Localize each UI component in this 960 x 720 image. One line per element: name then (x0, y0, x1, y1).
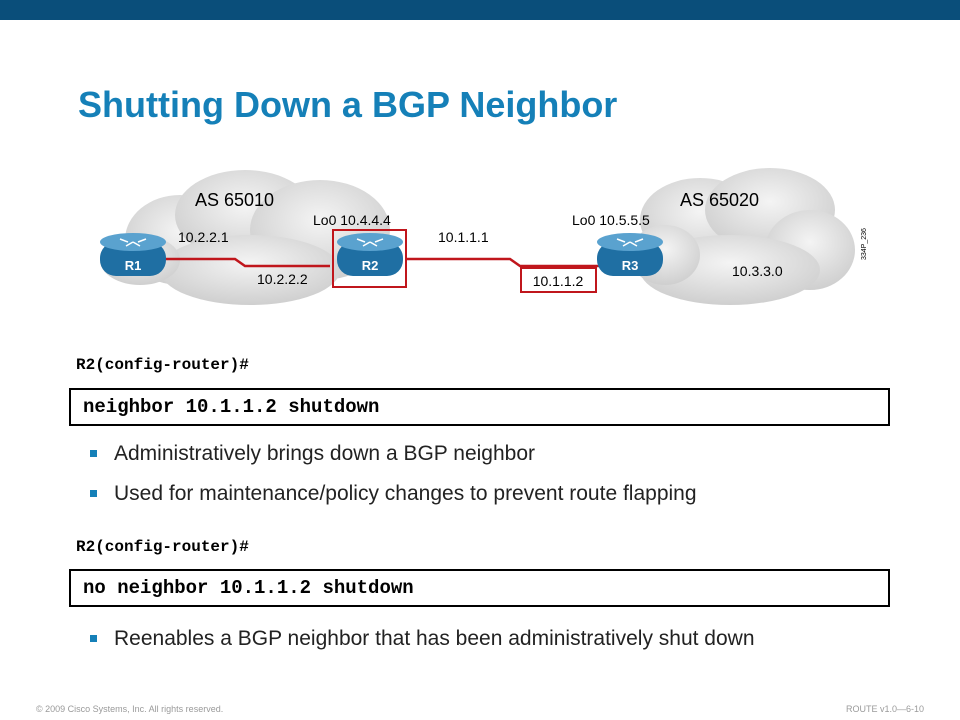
ip-10-2-2-1: 10.2.2.1 (178, 229, 229, 245)
r2-loopback-label: Lo0 10.4.4.4 (313, 212, 391, 228)
list-item: Administratively brings down a BGP neighbor (90, 441, 890, 467)
top-bar (0, 0, 960, 20)
router-label-r1: R1 (124, 258, 142, 273)
bullet-marker-icon (90, 450, 97, 457)
network-diagram (0, 160, 960, 310)
router-label-r3: R3 (621, 258, 639, 273)
router-r3 (597, 233, 663, 276)
ip-10-1-1-2: 10.1.1.2 (532, 273, 584, 289)
ip-10-2-2-2: 10.2.2.2 (257, 271, 308, 287)
bullet-marker-icon (90, 635, 97, 642)
list-item: Used for maintenance/policy changes to prevent route flapping (90, 481, 890, 507)
prompt-1: R2(config-router)# (76, 356, 249, 374)
network-10-3-3-0: 10.3.3.0 (732, 263, 783, 279)
router-label-r2: R2 (361, 258, 379, 273)
command-box-1: neighbor 10.1.1.2 shutdown (69, 388, 890, 426)
router-r1 (100, 233, 166, 276)
bullet-list-1 (90, 441, 890, 521)
router-r2 (337, 233, 403, 276)
bullet-marker-icon (90, 490, 97, 497)
footer-course: ROUTE v1.0—6-10 (845, 704, 924, 714)
figure-id: 334P_236 (861, 228, 868, 260)
prompt-2: R2(config-router)# (76, 538, 249, 556)
ip-10-1-1-1: 10.1.1.1 (438, 229, 489, 245)
footer-copyright: © 2009 Cisco Systems, Inc. All rights reserved. (36, 704, 224, 714)
as-label-left: AS 65010 (195, 190, 275, 210)
bullet-list-2 (90, 626, 890, 666)
link-r2-r3 (405, 259, 600, 266)
slide-title: Shutting Down a BGP Neighbor (78, 84, 618, 125)
r3-loopback-label: Lo0 10.5.5.5 (572, 212, 650, 228)
as-label-right: AS 65020 (680, 190, 760, 210)
command-box-2: no neighbor 10.1.1.2 shutdown (69, 569, 890, 607)
list-item: Reenables a BGP neighbor that has been administratively shut down (90, 626, 890, 652)
cloud-as65020 (630, 168, 855, 305)
